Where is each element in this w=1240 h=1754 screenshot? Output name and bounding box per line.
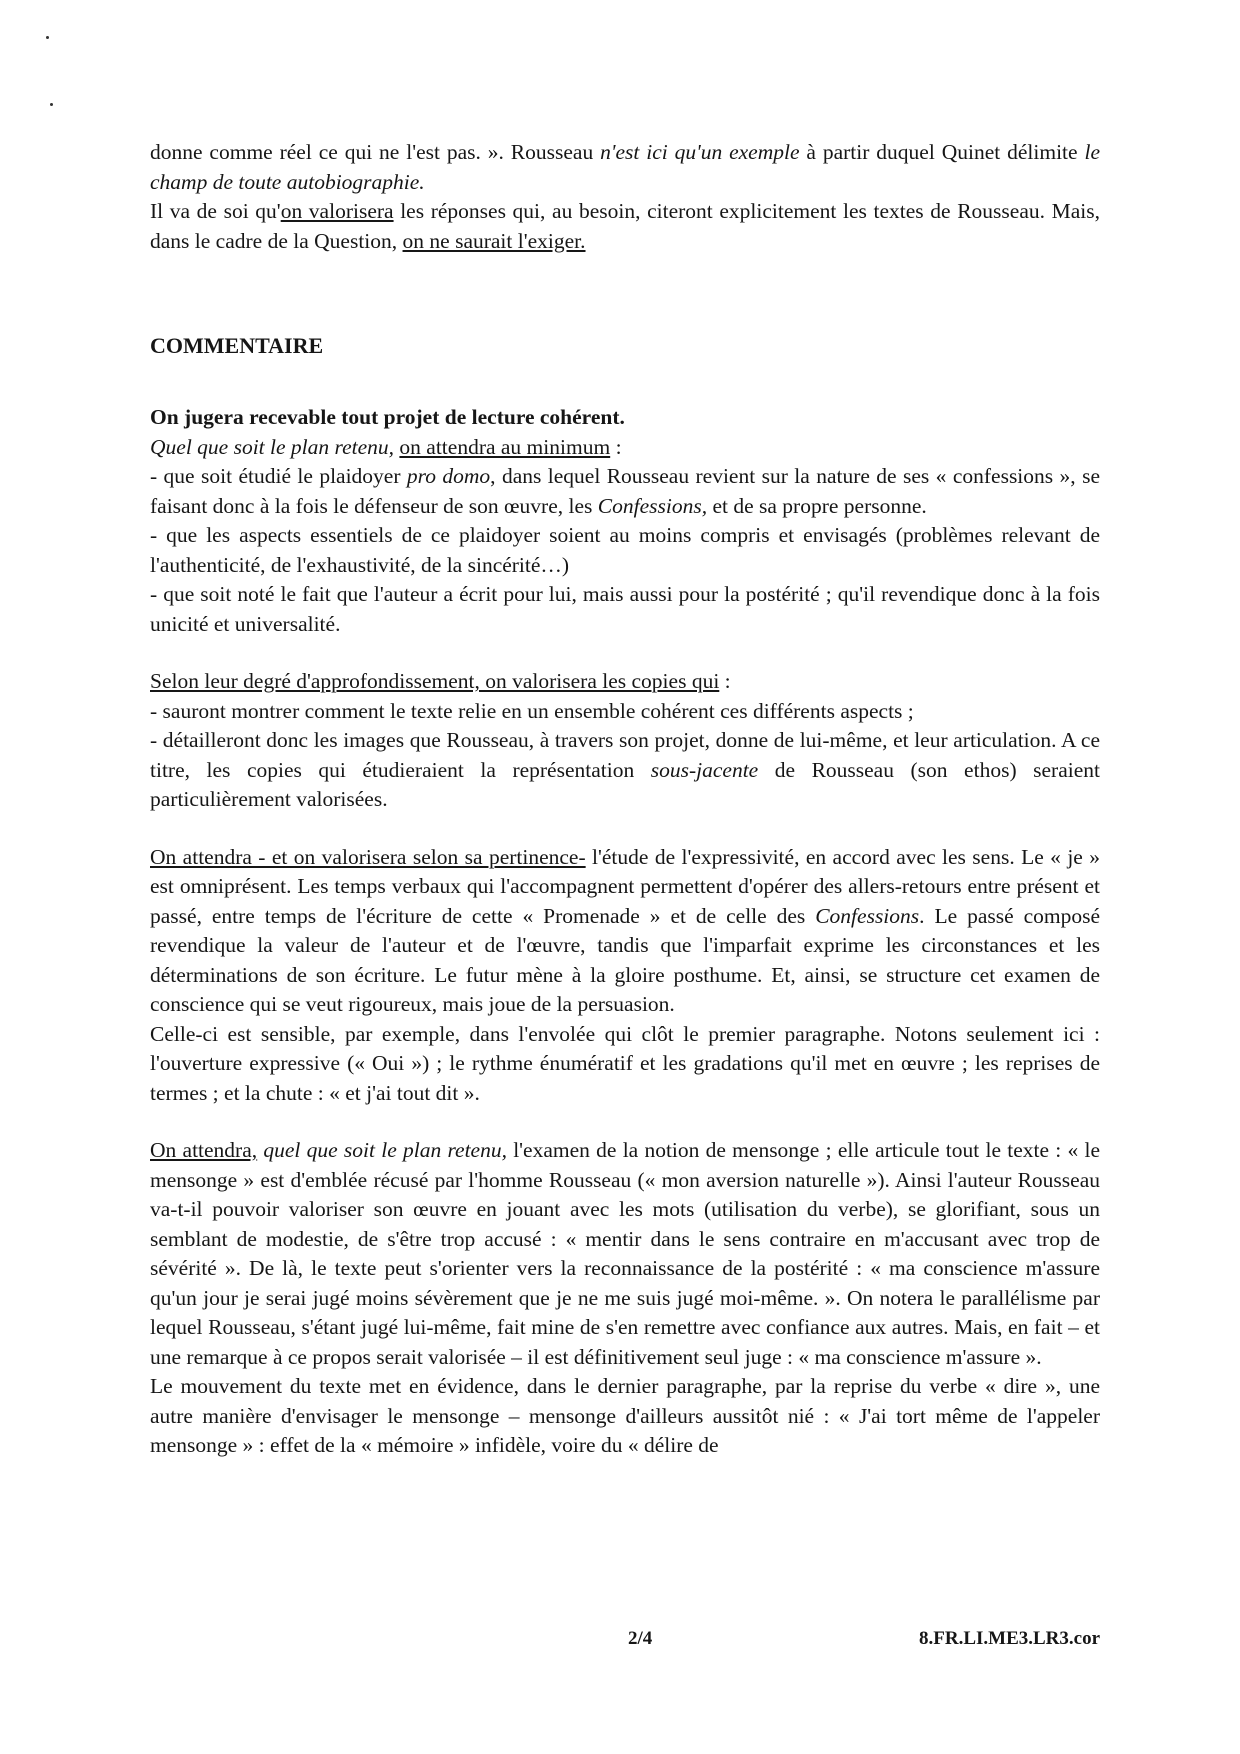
intro-bullet-3: - que soit noté le fait que l'auteur a écrit pour lui, mais aussi pour la postérité ; qu'il revendique donc à la fois unicité et universalité. bbox=[150, 582, 1100, 636]
page-number: 2/4 bbox=[628, 1628, 653, 1649]
document-code: 8.FR.LI.ME3.LR3.cor bbox=[919, 1628, 1101, 1649]
intro-bullet-1: - que soit étudié le plaidoyer pro domo, dans lequel Rousseau revient sur la nature de ses « confessions », se faisant donc à la fois le défenseur de son œuvre, les Confessions, et de sa propre personne. bbox=[150, 464, 1100, 518]
paragraph-expressivite: On attendra - et on valorisera selon sa pertinence- l'étude de l'expressivité, en accord avec les sens. Le « je » est omniprésent. Les temps verbaux qui l'accompagnent permettent d'opérer des allers-retours entre présent et passé, entre temps de l'écriture de cette « Promenade » et de celle des Confessions. Le passé composé revendique la valeur de l'auteur et de l'œuvre, tandis que l'imparfait exprime les circonstances et les déterminations de son écriture. Le futur mène à la gloire posthume. Et, ainsi, se structure cet examen de conscience qui se veut rigoureux, mais joue de la persuasion. bbox=[150, 844, 1100, 1016]
intro-bullet-2: - que les aspects essentiels de ce plaidoyer soient au moins compris et envisagés (problèmes relevant de l'authenticité, de l'exhaustivité, de la sincérité…) bbox=[150, 523, 1100, 577]
selon-bullet-1: - sauront montrer comment le texte relie en un ensemble cohérent ces différents aspects ; bbox=[150, 698, 914, 723]
paragraph-envolee: Celle-ci est sensible, par exemple, dans l'envolée qui clôt le premier paragraphe. Notons seulement ici : l'ouverture expressive (« Oui ») ; le rythme énumératif et les gradations qu'il met en œuvre ; les reprises de termes ; et la chute : « et j'ai tout dit ». bbox=[150, 1021, 1100, 1105]
paragraph-valorisera: Il va de soi qu'on valorisera les réponses qui, au besoin, citeront explicitement les textes de Rousseau. Mais, dans le cadre de la Question, on ne saurait l'exiger. bbox=[150, 199, 1100, 253]
intro-expectation: Quel que soit le plan retenu, on attendra au minimum : bbox=[150, 434, 622, 459]
document-body bbox=[150, 138, 1100, 1461]
intro-statement: On jugera recevable tout projet de lecture cohérent. bbox=[150, 405, 625, 429]
paragraph-quinet: donne comme réel ce qui ne l'est pas. ». Rousseau n'est ici qu'un exemple à partir duquel Quinet délimite le champ de toute autobiographie. bbox=[150, 140, 1100, 194]
paragraph-mensonge: On attendra, quel que soit le plan retenu, l'examen de la notion de mensonge ; elle articule tout le texte : « le mensonge » est d'emblée récusé par l'homme Rousseau (« mon aversion naturelle »). Ainsi l'auteur Rousseau va-t-il pouvoir valoriser son œuvre en jouant avec les mots (utilisation du verbe), se glorifiant, sous un semblant de modestie, de s'être trop accusé : « mentir dans le sens contraire en m'accusant avec trop de sévérité ». De là, le texte peut s'orienter vers la reconnaissance de la postérité : « ma conscience m'assure qu'un jour je serai jugé moins sévèrement que je ne me suis jugé moi-même. ». On notera le parallélisme par lequel Rousseau, s'étant jugé lui-même, fait mine de s'en remettre avec confiance aux autres. Mais, en fait – et une remarque à ce propos serait valorisée – il est définitivement seul juge : « ma conscience m'assure ». bbox=[150, 1138, 1100, 1369]
scan-speck bbox=[50, 103, 53, 106]
selon-bullet-2: - détailleront donc les images que Rousseau, à travers son projet, donne de lui-même, et leur articulation. A ce titre, les copies qui étudieraient la représentation sous-jacente de Rousseau (son ethos) seraient particulièrement valorisées. bbox=[150, 728, 1100, 811]
section-heading-commentaire: COMMENTAIRE bbox=[150, 333, 324, 358]
paragraph-mouvement: Le mouvement du texte met en évidence, dans le dernier paragraphe, par la reprise du verbe « dire », une autre manière d'envisager le mensonge – mensonge d'ailleurs aussitôt nié : « J'ai tort même de l'appeler mensonge » : effet de la « mémoire » infidèle, voire du « délire de bbox=[150, 1374, 1100, 1457]
scan-speck bbox=[46, 36, 49, 39]
selon-lead: Selon leur degré d'approfondissement, on valorisera les copies qui : bbox=[150, 669, 731, 693]
